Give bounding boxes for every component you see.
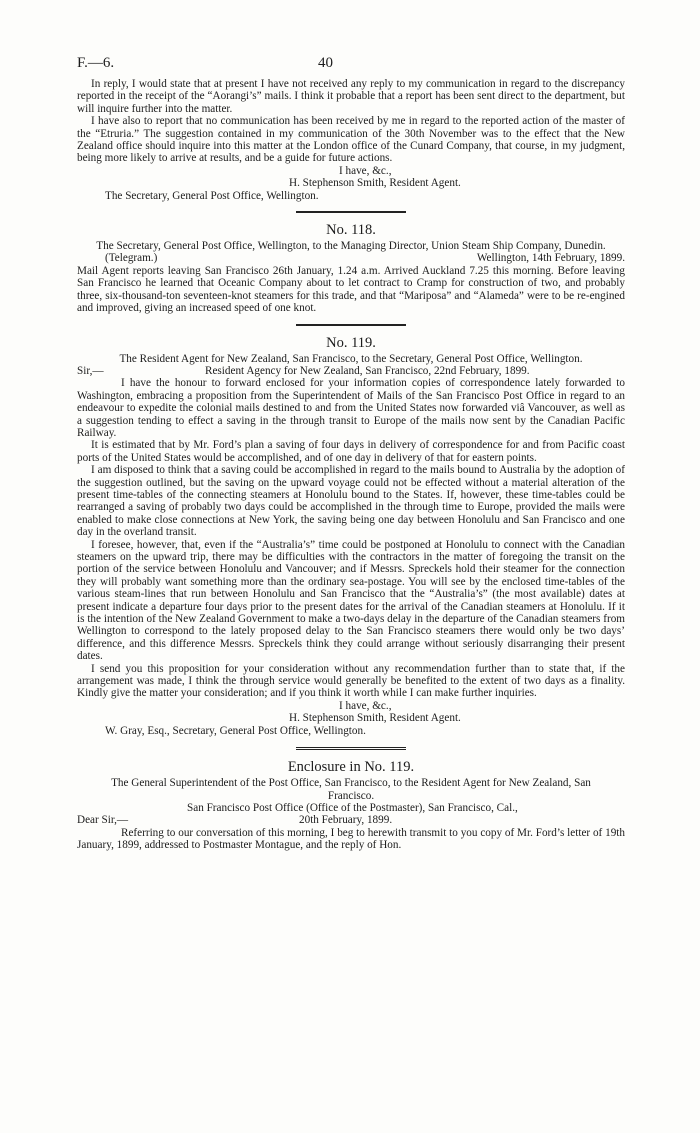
no118-telegram-tag: (Telegram.) (105, 252, 158, 265)
enclosure-title: The General Superintendent of the Post Office, San Francisco, to the Resident Agent for New Zealand, San Francisco. (111, 777, 591, 802)
report-code: F.—6. (77, 55, 115, 71)
no119-signature: H. Stephenson Smith, Resident Agent. (289, 712, 461, 725)
no118-heading: No. 118. (326, 222, 376, 239)
no119-paragraph-2: It is estimated that by Mr. Ford’s plan a saving of four days in delivery of correspondence for and from Pacific coast ports of the United States would be accomplished, and of one day in delivery of that for eastern points. (77, 439, 625, 464)
no119-dateline-row (77, 365, 625, 377)
no119-title: The Resident Agent for New Zealand, San Francisco, to the Secretary, General Post Office, Wellington. (119, 352, 583, 365)
no119-paragraph-3: I am disposed to think that a saving could be accomplished in regard to the mails bound to Australia by the adoption of the suggestion outlined, but the saving on the upward voyage could not be effected without a material alteration of the present time-tables of the connecting steamers at Honolulu bound to the States. If, however, these time-tables could be rearranged a saving of probably two days could be accomplished in the through time to Europe, provided the mails were enabled to make close connections at New York, the saving being one day between Honolulu and San Francisco and one day in the overland transit. (77, 464, 625, 539)
no119-addressee: W. Gray, Esq., Secretary, General Post Office, Wellington. (105, 724, 366, 737)
enclosure-paragraph-1: Referring to our conversation of this morning, I beg to herewith transmit to you copy of Mr. Ford’s letter of 19th January, 1899, addressed to Postmaster Montague, and the reply of Hon. (77, 826, 625, 852)
section-divider-double (296, 747, 406, 750)
intro-signature: H. Stephenson Smith, Resident Agent. (289, 177, 461, 190)
intro-paragraph-2: I have also to report that no communication has been received by me in regard to the reported action of the master of the “Etruria.” The suggestion contained in my communication of the 30th November was to the effect that the New Zealand office should inquire into this matter at the London office of the Cunard Company, that course, in my judgment, being more likely to arrive at results, and be a guide for future actions. (77, 115, 625, 165)
no119-paragraph-1: I have the honour to forward enclosed for your information copies of correspondence lately forwarded to Washington, embracing a proposition from the Superintendent of Mails of the San Francisco Post Office in regard to an endeavour to expedite the colonial mails destined to and from the United States now forwarded viâ Vancouver, as well as a suggestion tending to effect a saving in the through transit to Europe of the mails now sent by the Canadian Pacific Railway. (77, 377, 625, 439)
no119-closing: I have, &c., (339, 699, 392, 712)
page-header (77, 54, 625, 72)
intro-addressee: The Secretary, General Post Office, Wellington. (105, 189, 319, 202)
enclosure-heading: Enclosure in No. 119. (287, 759, 415, 776)
enclosure-address: San Francisco Post Office (Office of the Postmaster), San Francisco, Cal., (187, 801, 518, 814)
no118-dateline-row (77, 252, 625, 264)
no119-heading: No. 119. (326, 334, 376, 351)
intro-paragraph-1: In reply, I would state that at present I have not received any reply to my communication in regard to the discrepancy reported in the receipt of the “Aorangi’s” mails. I think it probable that a report has been sent direct to the department, but will inquire further into the matter. (77, 78, 625, 115)
no119-salutation: Sir,— (77, 364, 104, 377)
enclosure-date-row (77, 814, 625, 826)
page-number: 40 (318, 55, 333, 71)
intro-closing: I have, &c., (339, 164, 392, 177)
no119-paragraph-5: I send you this proposition for your consideration without any recommendation further than to state that, if the arrangement was made, I think the through service would generally be benefited to the extent of two days as a finality. Kindly give the matter your consideration; and if you think it worth while I can make further inquiries. (77, 662, 625, 700)
document-page (77, 54, 625, 852)
no118-dateline: Wellington, 14th February, 1899. (476, 252, 625, 265)
enclosure-date: 20th February, 1899. (299, 814, 393, 827)
section-divider (296, 211, 406, 213)
no119-dateline: Resident Agency for New Zealand, San Francisco, 22nd February, 1899. (205, 364, 530, 377)
enclosure-salutation: Dear Sir,— (77, 814, 129, 827)
no118-body: Mail Agent reports leaving San Francisco 26th January, 1.24 a.m. Arrived Auckland 7.25 this morning. Before leaving San Francisco he learned that Oceanic Company about to let contract to Cramp for construction of two, and probably three, six-thousand-ton seventeen-knot steamers for this trade, and that “Mariposa” and “Alameda” were to be re-engined and improved, giving an increased speed of one knot. (77, 264, 625, 315)
section-divider (296, 324, 406, 326)
no119-paragraph-4: I foresee, however, that, even if the “Australia’s” time could be postponed at Honolulu to connect with the Canadian steamers on the upward trip, there may be difficulties with the contractors in the matter of foregoing the transit on the portion of the service between Honolulu and Vancouver; and if Messrs. Spreckels hold their steamer for the connection they will probably want something more than the ordinary sea-postage. You will see by the enclosed time-tables of the various steam-lines that run between Honolulu and San Francisco that the “Australia’s” (the most available) dates at present indicate a departure four days prior to the present dates for the arrival of the Canadian steamers at Honolulu. If it is the intention of the New Zealand Government to make a two-days delay in the departure of the Canadian steamers from Wellington to correspond to the lately proposed delay to the San Francisco steamers there would only be two days’ difference, and this difference Messrs. Spreckels think they could arrange without seriously disarranging their present dates. (77, 538, 625, 663)
no118-title: The Secretary, General Post Office, Wellington, to the Managing Director, Union Steam Ship Company, Dunedin. (96, 240, 606, 253)
